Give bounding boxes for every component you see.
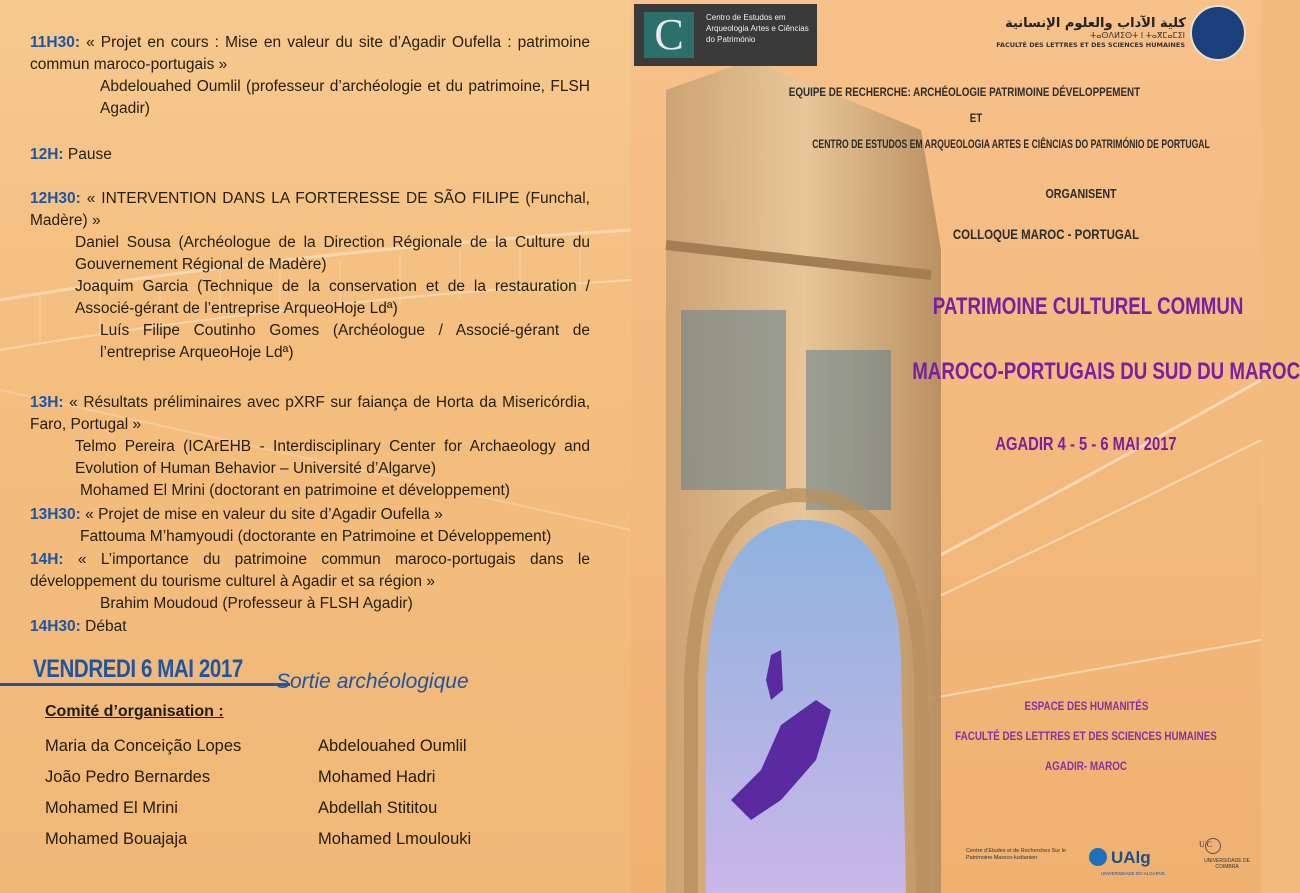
committee-member: Mohamed Hadri: [318, 768, 436, 786]
program-speaker: Brahim Moudoud (Professeur à FLSH Agadir): [100, 595, 413, 612]
program-speaker: Telmo Pereira (ICArEHB - Interdisciplinary Center for Archaeology and Evolution of Human Behavior – Université d’Algarve): [75, 438, 590, 477]
cover-panel: [631, 0, 1300, 893]
ualg-logo-icon: [1089, 848, 1107, 866]
program-time: 13H:: [30, 394, 64, 411]
main-title-line-1: PATRIMOINE CULTUREL COMMUN: [932, 293, 1244, 320]
program-title: Pause: [63, 146, 112, 163]
venue-line-1: ESPACE DES HUMANITÉS: [1024, 699, 1149, 713]
committee-title: Comité d’organisation :: [45, 703, 224, 720]
ministry-logo-caption: Centre d’Etudes et de Recherches Sur le Patrimoine Maroco-lusitanien: [966, 848, 1066, 861]
program-panel: [0, 0, 631, 893]
program-title: « INTERVENTION DANS LA FORTERESSE DE SÃO FILIPE (Funchal, Madère) »: [30, 190, 590, 229]
ceaacp-logo-mark: C: [644, 12, 694, 58]
program-title: Débat: [80, 618, 127, 635]
program-speaker: Fattouma M’hamyoudi (doctorante en Patrimoine et Développement): [80, 528, 552, 545]
committee-member: Maria da Conceição Lopes: [45, 737, 242, 755]
program-time: 14H:: [30, 551, 64, 568]
organisent-label: ORGANISENT: [1045, 186, 1117, 201]
program-title: « Projet en cours : Mise en valeur du site d’Agadir Oufella : patrimoine commun maroco-portugais »: [30, 34, 590, 73]
program-speaker: Mohamed El Mrini (doctorant en patrimoine et développement): [80, 482, 510, 499]
program-speaker: Luís Filipe Coutinho Gomes (Archéologue / Associé-gérant de l’entreprise ArqueoHoje Ldª): [100, 322, 590, 361]
committee-member: Mohamed Lmoulouki: [318, 830, 472, 848]
ceaacp-logo: [634, 4, 817, 66]
committee-member: Abdellah Stititou: [318, 799, 438, 817]
ualg-logo-subtitle: UNIVERSIDADE DO ALGARVE: [1101, 871, 1165, 876]
organizer-line-3: CENTRO DE ESTUDOS EM ARQUEOLOGIA ARTES E CIÊNCIAS DO PATRIMÓNIO DE PORTUGAL: [812, 137, 1210, 151]
faculty-name-arabic: كلية الآداب والعلوم الإنسانية: [1005, 16, 1186, 31]
organizer-line-2: ET: [969, 111, 983, 125]
venue-line-3: AGADIR- MAROC: [1045, 759, 1127, 773]
program-speaker: Joaquim Garcia (Technique de la conservation et de la restauration / Associé-gérant de l’entreprise ArqueoHoje Ldª): [75, 278, 590, 317]
event-dates: AGADIR 4 - 5 - 6 MAI 2017: [995, 434, 1177, 454]
program-speaker: Abdelouahed Oumlil (professeur d’archéologie et du patrimoine, FLSH Agadir): [100, 78, 590, 117]
program-time: 11H30:: [30, 34, 80, 51]
venue-line-2: FACULTÉ DES LETTRES ET DES SCIENCES HUMAINES: [955, 729, 1217, 743]
faculty-name-berber: ⵜⴰⵙⴷⵍⵉⵙⵜ ⵏ ⵜⴰⴳⵎⴰⵎⵉⵏ: [1090, 31, 1185, 40]
program-item-1430: [30, 616, 590, 638]
program-time: 12H:: [30, 146, 64, 163]
faculty-name-french: FACULTÉ DES LETTRES ET DES SCIENCES HUMAINES: [996, 41, 1185, 49]
program-title: « Projet de mise en valeur du site d’Agadir Oufella »: [80, 506, 443, 523]
program-time: 13H30:: [30, 506, 81, 523]
coimbra-seal-icon: [1205, 838, 1221, 854]
coimbra-logo-subtitle: UNIVERSIDADE DE COIMBRA: [1204, 858, 1250, 870]
program-speaker: Daniel Sousa (Archéologue de la Direction Régionale de la Culture du Gouvernement Régional de Madère): [75, 234, 590, 273]
program-title: « Résultats préliminaires avec pXRF sur faiança de Horta da Misericórdia, Faro, Portugal »: [30, 394, 590, 433]
program-time: 14H30:: [30, 618, 81, 635]
ualg-logo-text: UAlg: [1111, 848, 1151, 867]
coimbra-logo-mark: U C: [1199, 840, 1213, 849]
program-time: 12H30:: [30, 190, 81, 207]
ceaacp-logo-text: Centro de Estudos em Arqueologia Artes e Ciências do Património: [706, 13, 809, 44]
committee-member: Abdelouahed Oumlil: [318, 737, 467, 755]
program-item-1400: [30, 549, 590, 615]
program-item-1230: [30, 188, 590, 364]
committee-member: Mohamed Bouajaja: [45, 830, 188, 848]
committee-member: Mohamed El Mrini: [45, 799, 178, 817]
main-title-line-2: MAROCO-PORTUGAIS DU SUD DU MAROC: [912, 358, 1300, 385]
day-heading: VENDREDI 6 MAI 2017: [33, 655, 243, 683]
organizer-line-1: EQUIPE DE RECHERCHE: ARCHÉOLOGIE PATRIMOINE DÉVELOPPEMENT: [788, 85, 1141, 99]
committee-member: João Pedro Bernardes: [45, 768, 211, 786]
colloque-label: COLLOQUE MAROC - PORTUGAL: [952, 226, 1140, 242]
program-item-1330: [30, 504, 590, 548]
university-seal-logo: [1190, 5, 1246, 61]
program-title: « L’importance du patrimoine commun maroco-portugais dans le développement du tourisme culturel à Agadir et sa région »: [30, 551, 590, 590]
program-item-1130: [30, 32, 590, 120]
program-item-1300: [30, 392, 590, 502]
program-item-1200: [30, 144, 590, 166]
day-activity: Sortie archéologique: [276, 670, 469, 693]
